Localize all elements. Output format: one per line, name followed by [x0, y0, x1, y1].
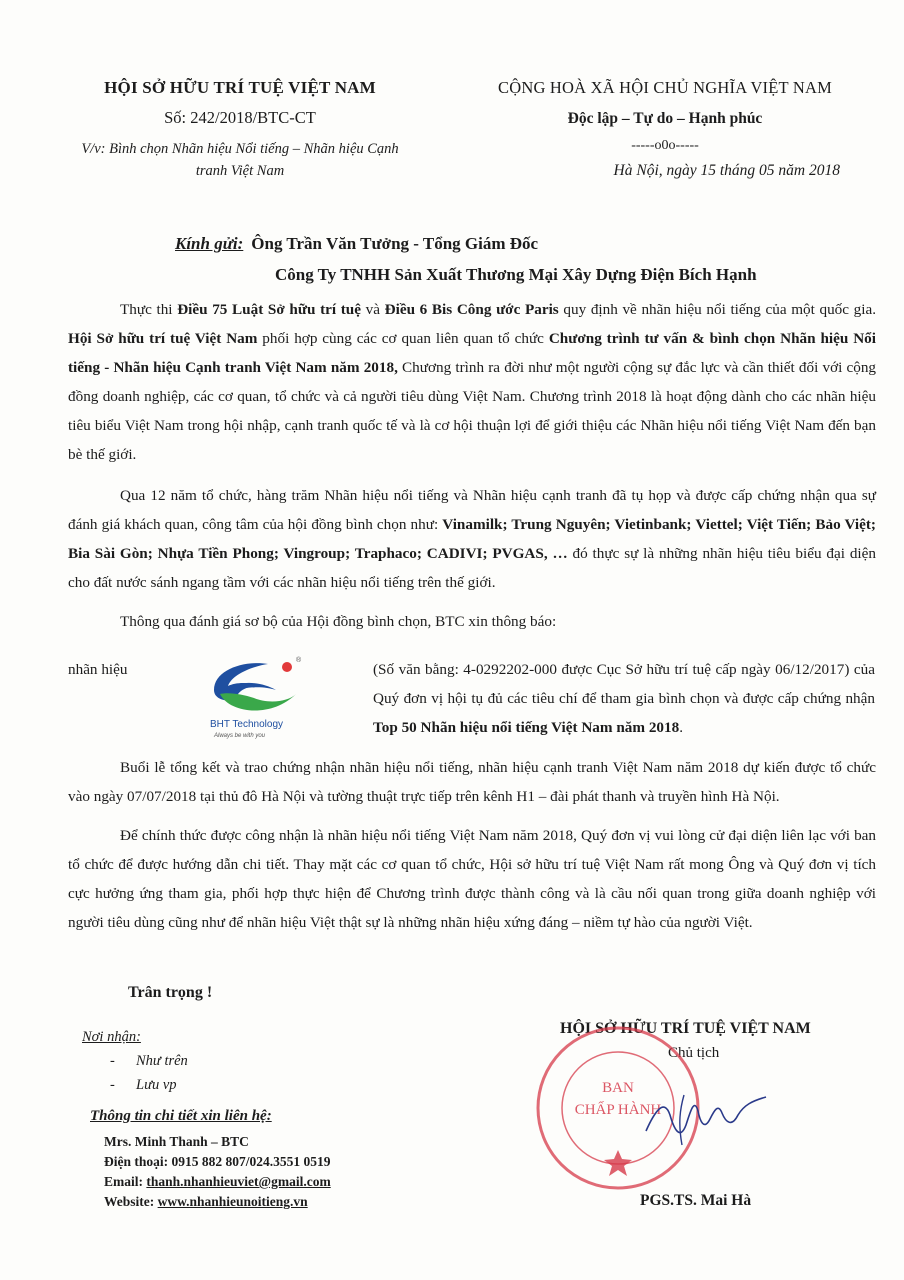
- para1-text: Chương trình ra đời như một người cộng sự đắc lực và cần thiết đối với cộng đồng doanh nghiệp, các cơ quan, tổ chức và cả người tiêu dùng Việt Nam. Chương trình 2018 là hoạt động dành cho các nhãn hiệu tiêu biểu Việt Nam trong hội nhập, cạnh tranh quốc tế và là cơ hội thuận lợi để giới thiệu các Nhãn hiệu nổi tiếng Việt Nam đến bạn bè thế giới.: [68, 359, 877, 463]
- contact-website-row: [90, 1192, 331, 1212]
- paragraph-4: [68, 753, 876, 811]
- brand-description: [373, 655, 875, 742]
- paragraph-1: [68, 295, 876, 469]
- header-left: [60, 78, 420, 182]
- para1-text: và: [361, 301, 385, 318]
- recipient-label: Kính gửi:: [175, 234, 244, 253]
- email-label: Email:: [104, 1174, 147, 1189]
- stamp-text-2: CHẤP HÀNH: [574, 1102, 662, 1118]
- para2-text: đó thực sự là những nhãn hiệu tiêu biểu đại diện cho đất nước sánh ngang tầm với các nhãn hiệu nổi tiếng trên thế giới.: [68, 545, 876, 591]
- signature-icon: [640, 1075, 780, 1155]
- brand-label: nhãn hiệu: [68, 661, 128, 678]
- paragraph-5: [68, 821, 876, 937]
- brand-text: (Số văn bằng: 4-0292202-000 được Cục Sở hữu trí tuệ cấp ngày 06/12/2017) của Quý đơn vị hội tụ đủ các tiêu chí để tham gia bình chọn và được cấp chứng nhận: [373, 661, 875, 707]
- para4-text: Buổi lễ tổng kết và trao chứng nhận nhãn hiệu nổi tiếng, nhãn hiệu cạnh tranh Việt Nam năm 2018 dự kiến được tổ chức vào ngày 07/07/2018 tại thủ đô Hà Nội và tường thuật trực tiếp trên kênh H1 – đài phát thanh và truyền hình Hà Nội.: [68, 759, 876, 805]
- separator: -----o0o-----: [631, 138, 699, 153]
- brand-list: Vinamilk; Trung Nguyên; Vietinbank; Viettel; Việt Tiến; Bảo Việt; Bia Sài Gòn; Nhựa Tiền Phong; Vingroup; Traphaco; CADIVI; PVGAS, …: [68, 516, 876, 562]
- recipients-list: [82, 1025, 188, 1097]
- brand-row: [68, 652, 876, 742]
- brand-text: .: [679, 719, 683, 736]
- recipients-item: [82, 1073, 188, 1097]
- dash: -: [110, 1077, 115, 1093]
- para3-text: Thông qua đánh giá sơ bộ của Hội đồng bình chọn, BTC xin thông báo:: [120, 613, 557, 630]
- document-date: Hà Nội, ngày 15 tháng 05 năm 2018: [613, 162, 840, 179]
- sender-org: HỘI SỞ HỮU TRÍ TUỆ VIỆT NAM: [104, 78, 376, 97]
- email-link[interactable]: thanh.nhanhieuviet@gmail.com: [146, 1174, 331, 1189]
- contact-email-row: [90, 1172, 331, 1192]
- recipient-block: [175, 228, 757, 290]
- bht-logo: [206, 652, 326, 742]
- recipients-item-text: Lưu vp: [136, 1077, 177, 1093]
- recipients-title: Nơi nhận:: [82, 1029, 141, 1045]
- closing: Trân trọng !: [128, 984, 213, 1001]
- para1-bold: Điều 6 Bis Công ước Paris: [384, 301, 559, 318]
- logo-name: BHT Technology: [210, 719, 284, 730]
- contact-title: Thông tin chi tiết xin liên hệ:: [90, 1108, 272, 1124]
- website-label: Website:: [104, 1194, 158, 1209]
- para5-text: Để chính thức được công nhận là nhãn hiệu nổi tiếng Việt Nam năm 2018, Quý đơn vị vui lòng cử đại diện liên lạc với ban tổ chức để được hướng dẫn chi tiết. Thay mặt các cơ quan tổ chức, Hội sở hữu trí tuệ Việt Nam rất mong Ông và Quý đơn vị tích cực hưởng ứng tham gia, phối hợp thực hiện để Chương trình được thành công và là cầu nối quan trong giữa doanh nghiệp với người tiêu dùng cũng như để nhãn hiệu Việt thật sự là những nhãn hiệu xứng đáng – niềm tự hào của người Việt.: [68, 827, 876, 931]
- logo-registered-mark: ®: [296, 657, 302, 664]
- subject-line: [60, 138, 420, 182]
- para1-text: quy định về nhãn hiệu nổi tiếng của một quốc gia.: [558, 301, 877, 318]
- document-number: Số: 242/2018/BTC-CT: [164, 108, 316, 127]
- para1-bold: Điều 75 Luật Sở hữu trí tuệ: [177, 301, 361, 318]
- subject-line-2: tranh Việt Nam: [195, 163, 285, 179]
- brand-award: Top 50 Nhãn hiệu nổi tiếng Việt Nam năm 2018: [373, 719, 680, 736]
- recipients-item-text: Như trên: [136, 1053, 188, 1069]
- subject-line-1: V/v: Bình chọn Nhãn hiệu Nổi tiếng – Nhãn hiệu Cạnh: [81, 141, 399, 157]
- paragraph-2: [68, 481, 876, 597]
- contact-phone: Điện thoại: 0915 882 807/024.3551 0519: [104, 1154, 331, 1169]
- contact-name: Mrs. Minh Thanh – BTC: [104, 1134, 249, 1149]
- signature-position: Chủ tịch: [668, 1045, 720, 1061]
- para2-text: Qua 12 năm tổ chức, hàng trăm Nhãn hiệu nổi tiếng và Nhãn hiệu cạnh tranh đã tụ họp và được cấp chứng nhận qua sự đánh giá khách quan, công tâm của hội đồng bình chọn như:: [68, 487, 876, 533]
- dash: -: [110, 1053, 115, 1069]
- bht-logo-mark-icon: [206, 652, 326, 742]
- para1-text: Thực thi: [120, 301, 178, 318]
- paragraph-3: [68, 607, 876, 636]
- handwritten-signature: [640, 1075, 780, 1155]
- motto: Độc lập – Tự do – Hạnh phúc: [567, 110, 763, 127]
- stamp-text-1: BAN: [602, 1080, 634, 1096]
- contact-block: [90, 1106, 331, 1212]
- recipient-line-1: Ông Trần Văn Tưởng - Tổng Giám Đốc: [251, 234, 539, 253]
- recipients-item: [82, 1049, 188, 1073]
- header-right: [470, 78, 860, 180]
- para1-bold: Hội Sở hữu trí tuệ Việt Nam: [68, 330, 258, 347]
- recipient-line-2: Công Ty TNHH Sản Xuất Thương Mại Xây Dựng Điện Bích Hạnh: [275, 265, 757, 284]
- logo-tagline: Always be with you: [214, 733, 266, 739]
- website-link[interactable]: www.nhanhieunoitieng.vn: [157, 1194, 308, 1209]
- para1-text: phối hợp cùng các cơ quan liên quan tổ chức: [257, 330, 549, 347]
- signature-org: HỘI SỞ HỮU TRÍ TUỆ VIỆT NAM: [560, 1020, 811, 1037]
- signer-name: PGS.TS. Mai Hà: [640, 1192, 752, 1209]
- para1-bold: Chương trình tư vấn & bình chọn Nhãn hiệu Nổi tiếng - Nhãn hiệu Cạnh tranh Việt Nam năm 2018,: [68, 330, 876, 376]
- nation-title: CỘNG HOÀ XÃ HỘI CHỦ NGHĨA VIỆT NAM: [498, 78, 832, 97]
